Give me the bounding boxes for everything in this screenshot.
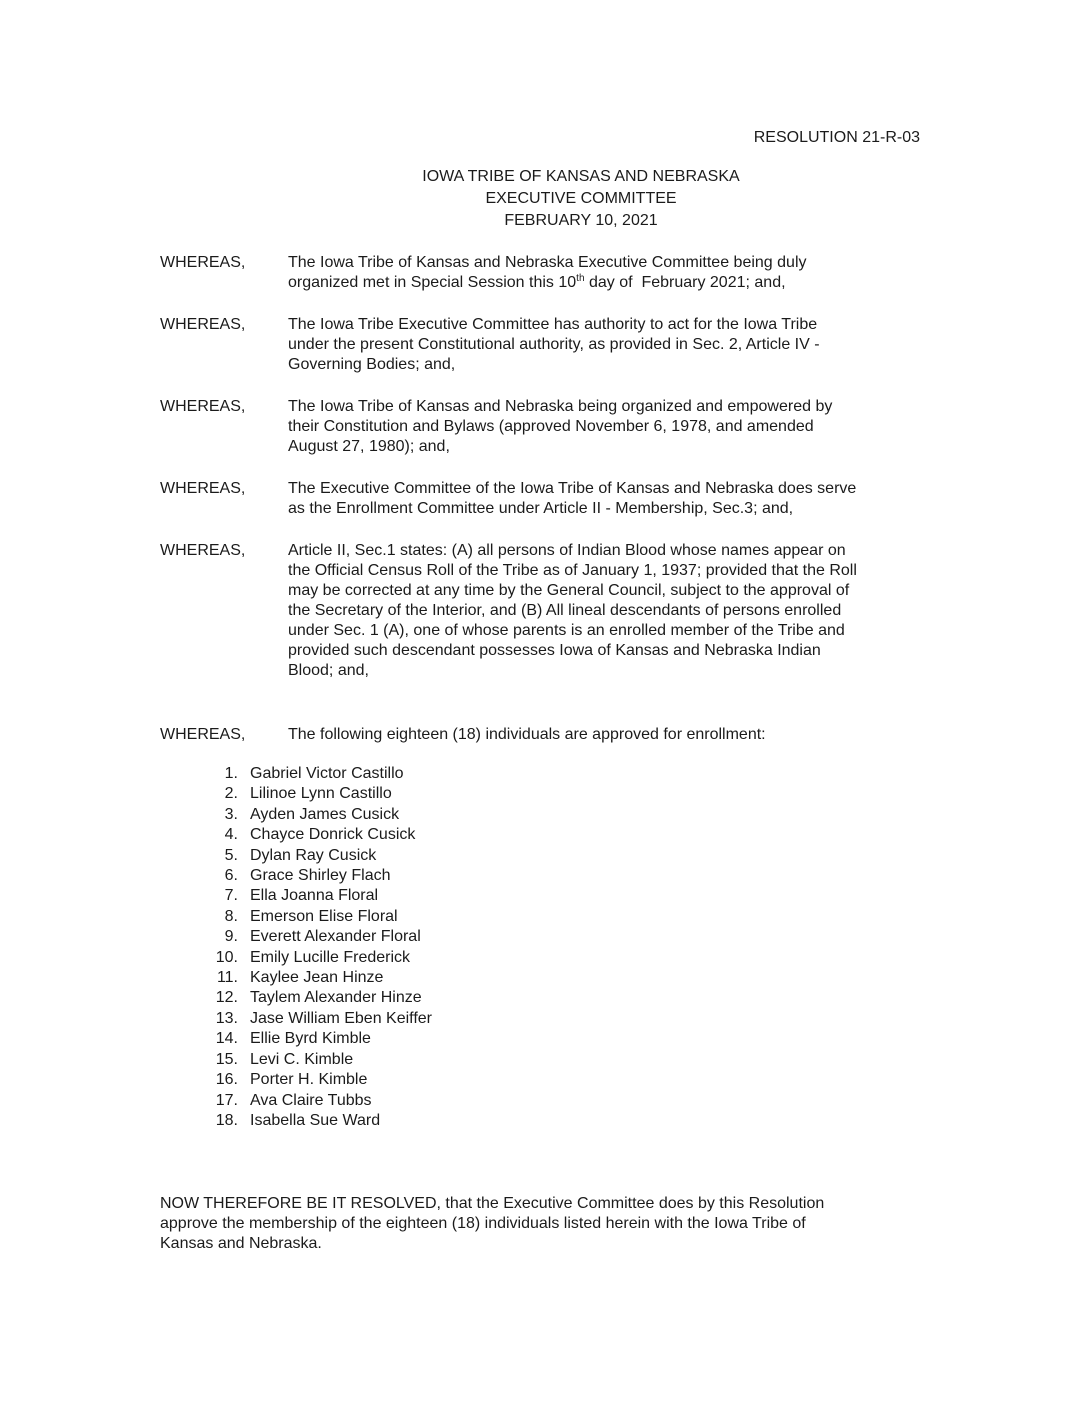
- enrollee-list: [160, 764, 928, 1131]
- whereas-clause: [160, 397, 928, 457]
- meeting-date: FEBRUARY 10, 2021: [504, 212, 658, 229]
- text-line: the Official Census Roll of the Tribe as of January 1, 1937; provided that the Roll: [288, 562, 857, 579]
- enrollee-item: [160, 825, 928, 845]
- ordinal-suffix: th: [576, 273, 585, 284]
- text-line: The following eighteen (18) individuals are approved for enrollment:: [288, 726, 766, 743]
- enrollee-number: 13.: [215, 1009, 238, 1027]
- text-after: day of February 2021; and,: [584, 274, 786, 291]
- enrollee-number: 17.: [215, 1091, 238, 1109]
- text-line: the Secretary of the Interior, and (B) All lineal descendants of persons enrolled: [288, 602, 842, 619]
- enrollee-number: 8.: [224, 907, 238, 925]
- whereas-section: [160, 253, 928, 745]
- committee-title: EXECUTIVE COMMITTEE: [485, 190, 677, 207]
- enrollee-name: Kaylee Jean Hinze: [250, 969, 384, 987]
- whereas-body: [288, 725, 928, 745]
- text-line: under Sec. 1 (A), one of whose parents is an enrolled member of the Tribe and: [288, 622, 845, 639]
- text-line: The Iowa Tribe of Kansas and Nebraska being organized and empowered by: [288, 398, 833, 415]
- enrollee-item: [160, 1111, 928, 1131]
- whereas-body: [288, 253, 928, 293]
- whereas-label: WHEREAS,: [160, 398, 246, 415]
- enrollee-number: 15.: [215, 1050, 238, 1068]
- enrollee-number: 14.: [215, 1030, 238, 1048]
- enrollee-number: 9.: [224, 928, 238, 946]
- enrollee-name: Porter H. Kimble: [250, 1071, 368, 1089]
- enrollee-name: Jase William Eben Keiffer: [250, 1009, 432, 1027]
- enrollee-number: 18.: [215, 1111, 238, 1129]
- enrollee-name: Taylem Alexander Hinze: [250, 989, 422, 1007]
- enrollee-name: Lilinoe Lynn Castillo: [250, 785, 392, 803]
- document-title: [197, 166, 965, 232]
- enrollee-item: [160, 927, 928, 947]
- whereas-clause: [160, 479, 928, 519]
- whereas-body: [288, 479, 928, 519]
- enrollee-number: 11.: [216, 969, 238, 987]
- enrollee-item: [160, 1029, 928, 1049]
- text-line: The Executive Committee of the Iowa Tribe of Kansas and Nebraska does serve: [288, 480, 857, 497]
- text-line: under the present Constitutional authority, as provided in Sec. 2, Article IV -: [288, 336, 820, 353]
- text-line: [288, 273, 928, 293]
- whereas-label: WHEREAS,: [160, 542, 246, 559]
- enrollee-name: Gabriel Victor Castillo: [250, 765, 404, 782]
- enrollee-item: [160, 1050, 928, 1070]
- enrollee-item: [160, 968, 928, 988]
- enrollee-name: Isabella Sue Ward: [250, 1111, 381, 1129]
- enrollee-number: 4.: [224, 826, 238, 844]
- enrollee-name: Levi C. Kimble: [250, 1050, 354, 1068]
- enrollee-number: 16.: [215, 1071, 238, 1089]
- whereas-body: [288, 541, 928, 681]
- enrollee-number: 6.: [224, 867, 238, 885]
- enrollee-item: [160, 1009, 928, 1029]
- enrollee-item: [160, 1091, 928, 1111]
- enrollee-item: [160, 886, 928, 906]
- enrollee-name: Everett Alexander Floral: [250, 928, 421, 946]
- enrollee-item: [160, 784, 928, 804]
- text-line: approve the membership of the eighteen (18) individuals listed herein with the Iowa Tribe of: [160, 1215, 806, 1233]
- org-title: IOWA TRIBE OF KANSAS AND NEBRASKA: [422, 168, 740, 185]
- enrollee-name: Ava Claire Tubbs: [250, 1091, 372, 1109]
- whereas-body: [288, 397, 928, 457]
- enrollee-item: [160, 1070, 928, 1090]
- enrollee-number: 12.: [215, 989, 238, 1007]
- enrollee-name: Grace Shirley Flach: [250, 867, 391, 885]
- enrollee-item: [160, 988, 928, 1008]
- text-line: Kansas and Nebraska.: [160, 1235, 322, 1253]
- resolution-number: RESOLUTION 21-R-03: [753, 129, 920, 146]
- text-line: provided such descendant possesses Iowa of Kansas and Nebraska Indian: [288, 642, 821, 659]
- enrollee-item: [160, 866, 928, 886]
- whereas-clause: [160, 253, 928, 293]
- text-line: The Iowa Tribe Executive Committee has authority to act for the Iowa Tribe: [288, 316, 818, 333]
- enrollee-name: Ellie Byrd Kimble: [250, 1030, 371, 1048]
- enrollee-name: Dylan Ray Cusick: [250, 846, 377, 864]
- enrollee-name: Emily Lucille Frederick: [250, 948, 411, 966]
- text-before: organized met in Special Session this 10: [288, 274, 577, 291]
- enrollee-number: 2.: [224, 785, 238, 803]
- enrollee-number: 10.: [215, 948, 238, 966]
- whereas-clause: [160, 725, 928, 745]
- whereas-label: WHEREAS,: [160, 316, 246, 333]
- whereas-label: WHEREAS,: [160, 480, 246, 497]
- text-line: Blood; and,: [288, 662, 369, 679]
- enrollee-item: [160, 907, 928, 927]
- text-line: The Iowa Tribe of Kansas and Nebraska Executive Committee being duly: [288, 254, 807, 271]
- text-line: as the Enrollment Committee under Article II - Membership, Sec.3; and,: [288, 500, 794, 517]
- text-line: Governing Bodies; and,: [288, 356, 456, 373]
- enrollee-number: 7.: [224, 887, 238, 905]
- enrollee-name: Emerson Elise Floral: [250, 907, 398, 925]
- resolved-paragraph: [160, 1194, 928, 1254]
- text-line: may be corrected at any time by the General Council, subject to the approval of: [288, 582, 850, 599]
- whereas-clause: [160, 315, 928, 375]
- enrollee-item: [160, 805, 928, 825]
- text-line: NOW THEREFORE BE IT RESOLVED, that the Executive Committee does by this Resolution: [160, 1195, 825, 1213]
- enrollee-item: [160, 764, 928, 784]
- whereas-label: WHEREAS,: [160, 726, 246, 743]
- enrollee-number: 3.: [224, 805, 238, 823]
- enrollee-item: [160, 948, 928, 968]
- text-line: their Constitution and Bylaws (approved November 6, 1978, and amended: [288, 418, 814, 435]
- whereas-label: WHEREAS,: [160, 254, 246, 271]
- enrollee-name: Chayce Donrick Cusick: [250, 826, 416, 844]
- enrollee-name: Ayden James Cusick: [250, 805, 400, 823]
- text-line: August 27, 1980); and,: [288, 438, 450, 455]
- text-line: Article II, Sec.1 states: (A) all persons of Indian Blood whose names appear on: [288, 542, 846, 559]
- whereas-body: [288, 315, 928, 375]
- enrollee-item: [160, 846, 928, 866]
- enrollee-number: 5.: [224, 846, 238, 864]
- whereas-clause: [160, 541, 928, 681]
- enrollee-number: 1.: [224, 765, 238, 782]
- enrollee-name: Ella Joanna Floral: [250, 887, 379, 905]
